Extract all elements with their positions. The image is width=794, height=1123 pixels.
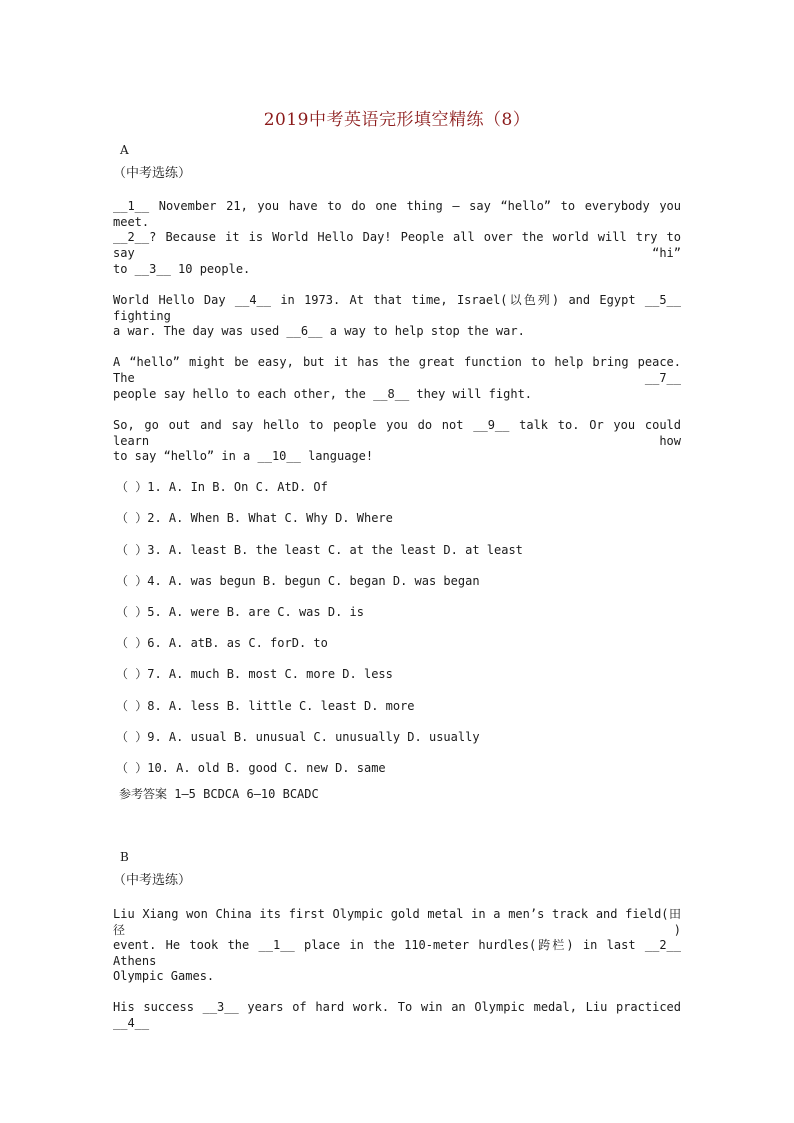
passage-a-line-3: to __3__ 10 people. [113, 262, 251, 276]
passage-a-line-6: A “hello” might be easy, but it has the great function to help bring peace. The __7__ [113, 355, 681, 385]
passage-b-line-4: His success __3__ years of hard work. To win an Olympic medal, Liu practiced __4__ [113, 1000, 681, 1030]
passage-a-line-1: __1__ November 21, you have to do one thing — say “hello” to everybody you meet. [113, 199, 681, 229]
question-5: （ ）5. A. were B. are C. was D. is [116, 605, 364, 619]
passage-b-line-2: event. He took the __1__ place in the 110-meter hurdles(跨栏) in last __2__ Athens [113, 938, 681, 968]
question-6: （ ）6. A. atB. as C. forD. to [116, 636, 328, 650]
passage-b-line-3: Olympic Games. [113, 969, 215, 983]
question-4: （ ）4. A. was begun B. begun C. began D. was began [116, 574, 480, 588]
question-10: （ ）10. A. old B. good C. new D. same [116, 761, 386, 775]
question-9: （ ）9. A. usual B. unusual C. unusually D. usually [116, 730, 480, 744]
passage-a-line-2: __2__? Because it is World Hello Day! People all over the world will try to say “hi” [113, 230, 681, 260]
passage-a-line-7: people say hello to each other, the __8__ they will fight. [113, 387, 533, 401]
page-title: 2019中考英语完形填空精练（8） [263, 110, 531, 130]
question-2: （ ）2. A. When B. What C. Why D. Where [116, 511, 393, 525]
passage-b-line-1: Liu Xiang won China its first Olympic gold metal in a men’s track and field(田径) [113, 907, 681, 937]
passage-a-line-4: World Hello Day __4__ in 1973. At that time, Israel(以色列) and Egypt __5__ fighting [113, 293, 681, 323]
passage-a-line-5: a war. The day was used __6__ a way to help stop the war. [113, 324, 525, 338]
question-7: （ ）7. A. much B. most C. more D. less [116, 667, 393, 681]
section-a-label: A [120, 143, 129, 157]
section-b-label: B [120, 850, 129, 864]
passage-a-line-9: to say “hello” in a __10__ language! [113, 449, 374, 463]
question-3: （ ）3. A. least B. the least C. at the least D. at least [116, 543, 523, 557]
question-1: （ ）1. A. In B. On C. AtD. Of [116, 480, 328, 494]
section-b-subtitle: （中考选练） [113, 873, 192, 888]
answer-key: 参考答案 1—5 BCDCA 6—10 BCADC [119, 787, 319, 801]
section-a-subtitle: （中考选练） [113, 166, 192, 181]
question-8: （ ）8. A. less B. little C. least D. more [116, 699, 415, 713]
passage-a-line-8: So, go out and say hello to people you do not __9__ talk to. Or you could learn how [113, 418, 681, 448]
